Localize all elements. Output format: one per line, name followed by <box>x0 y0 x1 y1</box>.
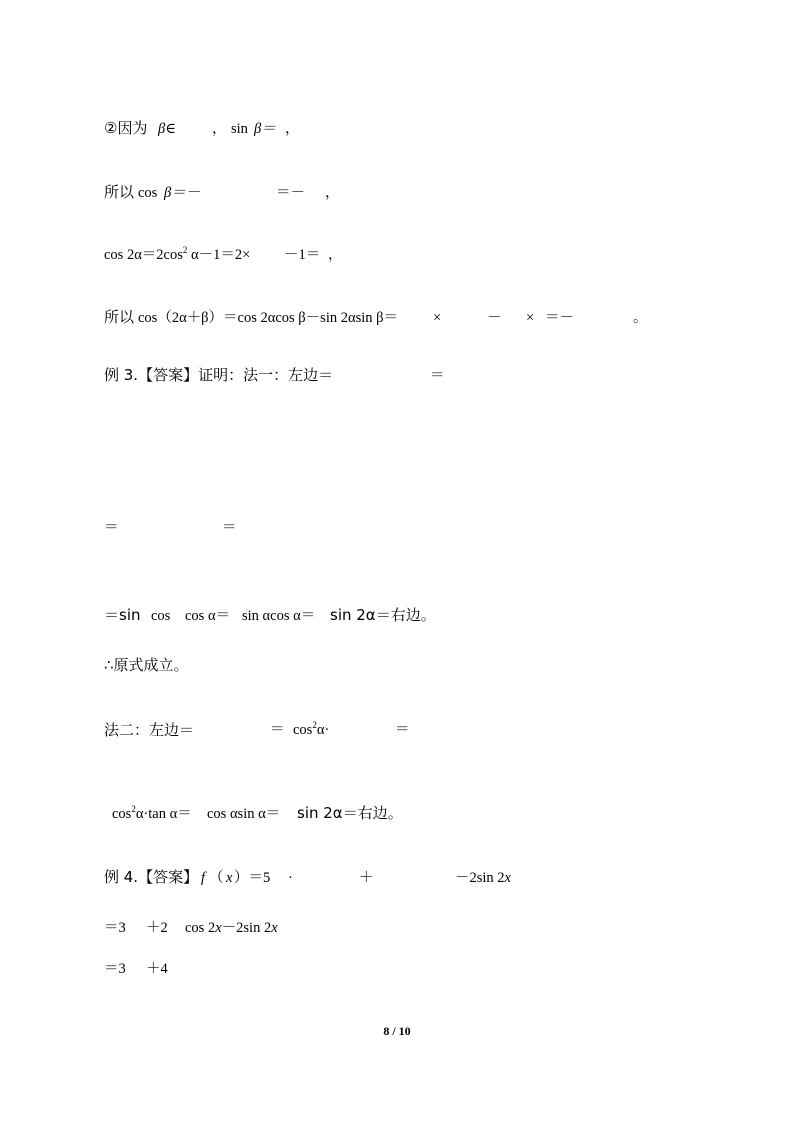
math: － <box>487 310 502 326</box>
math: cos α＝ <box>185 608 231 624</box>
math: sin αcos α＝ <box>242 608 316 624</box>
superscript: 2 <box>182 245 188 255</box>
math: cos <box>138 185 158 201</box>
punct: 。 <box>633 310 648 326</box>
math: x <box>226 870 233 886</box>
math-part: α· <box>316 722 330 738</box>
text: 例 3.【答案】证明：法一：左边＝ <box>104 366 334 384</box>
math: sin 2α＝右边。 <box>330 606 436 624</box>
math: β＝ <box>254 121 276 137</box>
math: ＝3 <box>104 961 126 977</box>
math: （ <box>209 870 224 886</box>
math-part: －2sin 2 <box>455 870 505 886</box>
math: ＋2 <box>146 920 168 936</box>
text: ②因为 <box>104 119 148 137</box>
math: ＝3 <box>104 920 126 936</box>
punct: ， <box>285 121 300 137</box>
math-part: cos 2 <box>185 920 216 936</box>
math-var: x <box>215 920 222 936</box>
punct: ， <box>325 185 340 201</box>
text: 所以 <box>104 308 135 326</box>
math: × <box>526 310 535 326</box>
math: ＝－ <box>545 310 574 326</box>
math: × <box>433 310 442 326</box>
math-part: cos 2α＝2cos <box>104 247 183 263</box>
math: －1＝ <box>284 247 321 263</box>
math: ＝ <box>430 368 445 384</box>
math: ＝ <box>104 520 119 536</box>
math: cos <box>151 608 171 624</box>
math-part: α·tan α＝ <box>135 806 192 822</box>
math: ＝ <box>270 722 285 738</box>
math: sin <box>231 121 248 137</box>
math: cos（2α＋β）＝cos 2αcos β－sin 2αsin β＝ <box>138 310 399 326</box>
text: 例 4.【答案】 <box>104 868 199 886</box>
math: f <box>201 870 206 886</box>
math: ＝ <box>395 722 410 738</box>
math-var: x <box>271 920 278 936</box>
math-part: cos <box>112 806 132 822</box>
math: β＝－ <box>164 185 201 201</box>
superscript: 2 <box>131 804 136 814</box>
math <box>112 804 192 825</box>
math: ＝－ <box>276 185 305 201</box>
text: ∴原式成立。 <box>104 656 189 674</box>
math-var: x <box>504 870 511 886</box>
math: cos αsin α＝ <box>207 806 281 822</box>
math: ＝sin <box>104 606 141 624</box>
math <box>293 720 329 741</box>
math: ）＝5 <box>234 870 271 886</box>
page-number: 8 / 10 <box>383 1024 411 1038</box>
math: sin 2α＝右边。 <box>297 804 403 822</box>
math: β∈ <box>158 121 176 137</box>
math: ＝ <box>222 520 237 536</box>
math-part: α－1＝2× <box>187 247 251 263</box>
math-part: cos <box>293 722 313 738</box>
text: 所以 <box>104 183 135 201</box>
math <box>104 245 250 266</box>
math <box>455 868 511 888</box>
math <box>185 918 278 938</box>
text: 法二：左边＝ <box>104 721 195 739</box>
math-part: －2sin 2 <box>221 920 272 936</box>
math: ＋ <box>359 870 374 886</box>
superscript: 2 <box>312 720 317 730</box>
math: · <box>288 870 293 886</box>
punct: ， <box>328 247 343 263</box>
punct: ， <box>212 121 227 137</box>
math: ＋4 <box>146 961 168 977</box>
